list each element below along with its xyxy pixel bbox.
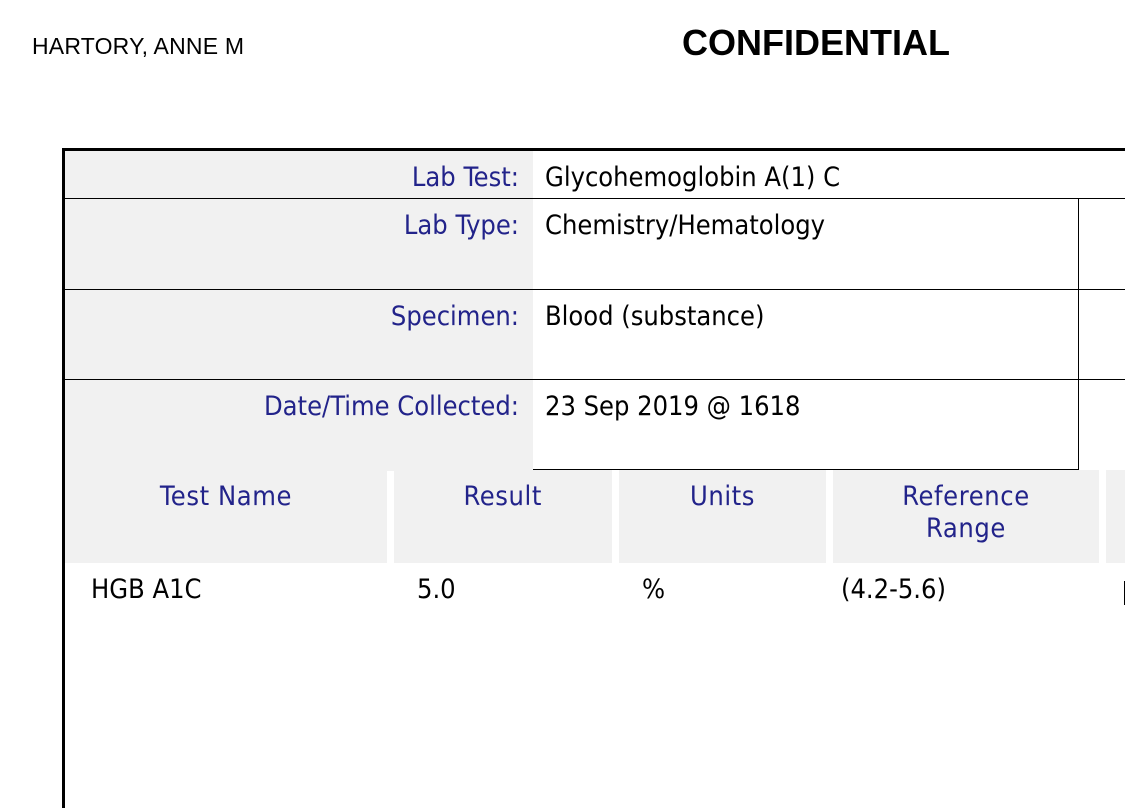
column-header-test-name: Test Name [65, 470, 387, 563]
cell-test-name: HGB A1C [91, 574, 202, 605]
lab-type-label: Lab Type: [65, 199, 533, 289]
specimen-row [65, 290, 1125, 380]
column-header-units: Units [619, 470, 826, 563]
column-header-reference-range [833, 470, 1099, 563]
reference-range-line1: Reference [902, 481, 1030, 512]
date-collected-label: Date/Time Collected: [65, 380, 533, 471]
confidential-heading: CONFIDENTIAL [682, 22, 950, 63]
lab-test-label: Lab Test: [65, 151, 533, 198]
lab-type-row [65, 199, 1125, 290]
cell-result: 5.0 [417, 574, 456, 605]
lab-type-value: Chemistry/Hematology [533, 199, 1079, 289]
table-row [65, 563, 1125, 611]
cell-reference-range: (4.2-5.6) [841, 574, 946, 605]
column-header-result: Result [394, 470, 612, 563]
date-collected-row [65, 380, 1125, 470]
lab-test-value: Glycohemoglobin A(1) C [545, 162, 841, 193]
date-collected-value: 23 Sep 2019 @ 1618 [533, 380, 1079, 470]
reference-range-line2: Range [926, 513, 1006, 544]
cell-units: % [642, 574, 666, 605]
lab-report-table [62, 148, 1125, 808]
results-header-row [65, 470, 1125, 563]
lab-test-row [65, 151, 1125, 199]
patient-name: HARTORY, ANNE M [32, 33, 245, 59]
specimen-label: Specimen: [65, 290, 533, 379]
specimen-value: Blood (substance) [533, 290, 1079, 379]
column-header-extra [1106, 470, 1125, 563]
